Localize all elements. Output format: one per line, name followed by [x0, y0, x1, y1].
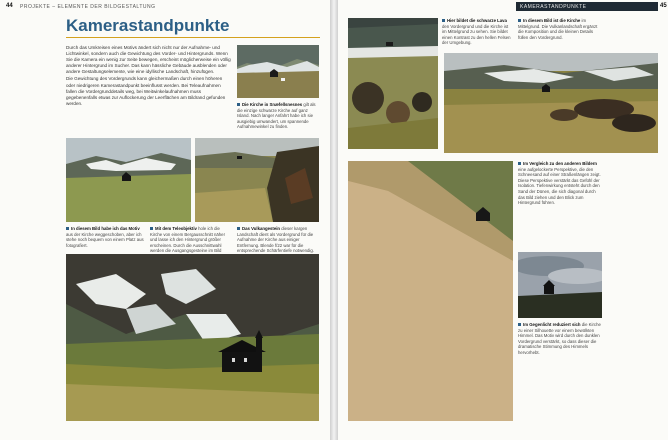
- caption-compare: Im Vergleich zu den anderen Bildern eine aufgelockerte Perspektive, die den Schneesand auf einer Straßenlängen zeigt. Diese Perspektive verstärkt das Gefühl der Isolation. Tiefenwirkung entsteht durch den Sand der Dünen, die sich diagonal durch das Bild ziehen und den Blick zum Hintergrund führen.: [518, 161, 601, 206]
- photo-sand-dune: [348, 161, 513, 421]
- caption-marker: [237, 103, 240, 106]
- photo-backlight: [518, 252, 602, 318]
- caption-church-top: In diesem Bild ist die Kirche im Mittelgrund. Die Vulkanlandschaft ergänzt die Komposition und die kleinen Details füllen den Vordergrund.: [518, 18, 598, 40]
- caption-backlight: Im Gegenlicht reduziert sich die Kirche zu einer Silhouette vor einem bewölkten Himmel. Das Motiv wird durch den dunklen Vordergrund verstärkt, so dass dieser die dramatische Stimmung des Himmels hervorhebt.: [518, 322, 601, 355]
- caption-volcano: Das Vulkangestein dieser kargen Landschaft dient als Vordergrund für die Aufnahme der Kirche aus einiger Entfernung. Blende f/22 war für die entsprechende Schärfentiefe notwendig.: [237, 226, 314, 254]
- photo-church-lava-field: [444, 53, 658, 153]
- caption-church-snow: Die Kirche in Snæfellsnesnes gilt als die einzige schwarze Kirche auf ganz Island. Nach langer Anfahrt habe ich sie ausgiebig umwandert, um spannende Aufnahmewinkel zu finden.: [237, 102, 316, 130]
- page-title: Kamerastandpunkte: [66, 16, 230, 35]
- photo-church-snow: [237, 45, 319, 98]
- photo-church-field: [66, 138, 191, 222]
- caption-marker: [518, 323, 521, 326]
- photo-black-lava: [348, 18, 438, 149]
- page-number: 44: [6, 3, 13, 9]
- intro-text: [66, 45, 232, 108]
- caption-marker: [442, 19, 445, 22]
- caption-marker: [150, 227, 153, 230]
- caption-standing: In diesem Bild habe ich das Motiv aus der Kirche weggeschoben, aber ich stehe noch bequem von einem Platz aus fotografiert.: [66, 226, 144, 248]
- caption-marker: [518, 162, 521, 165]
- paragraph: Durch das Umkreisen eines Motivs ändert sich nicht nur der Aufnahme- und Lichtwinkel, sondern auch die Gewichtung des Vorder- und Hintergrunds. Wenn Sie die Kamera ein wenig zur Seite bewegen, erscheint möglicherweise ein völlig anderer Hintergrund im Sucher. Das kann hässliche Gebäude ausblenden oder andere Gestaltungselemente, wie eine idyllische Landschaft, hinzufügen.: [66, 45, 231, 75]
- title-divider: [66, 37, 320, 38]
- photo-church-rocks: [195, 138, 319, 222]
- left-page: [0, 0, 330, 440]
- running-head: KAMERASTANDPUNKTE: [520, 4, 587, 10]
- page-number: 45: [660, 3, 667, 9]
- paragraph: Die Gewichtung des Vordergrunds kann gleichermaßen durch einen höheren oder niedrigeren Kamerastandpunkt beeinflusst werden. Bei Teleaufnahmen fallen die Vordergrunddetails weg, bei Weitwinkelaufnahmen muss gegebenenfalls etwas zur Auflockerung der Leerflächen am Bildrand gefunden werden.: [66, 76, 226, 106]
- caption-marker: [66, 227, 69, 230]
- caption-marker: [237, 227, 240, 230]
- book-gutter: [330, 0, 338, 440]
- caption-lava: Hier bildet die schwarze Lava den Vordergrund und die Kirche ist im Mittelgrund zu sehen. Sie bildet einen Kontrast zu den hellen Felsen der Umgebung.: [442, 18, 511, 46]
- caption-marker: [518, 19, 521, 22]
- running-head: PROJEKTE – ELEMENTE DER BILDGESTALTUNG: [20, 4, 156, 10]
- right-page: [338, 0, 668, 440]
- photo-church-mountain: [66, 254, 319, 421]
- caption-tripod: Mit dem Teleobjektiv hole ich die Kirche von einem Bergausschnitt näher und lasse ich den Hintergrund größer erscheinen. Durch die Ausschnittwahl werden die Ausgangsgesteine im Bild: [150, 226, 225, 254]
